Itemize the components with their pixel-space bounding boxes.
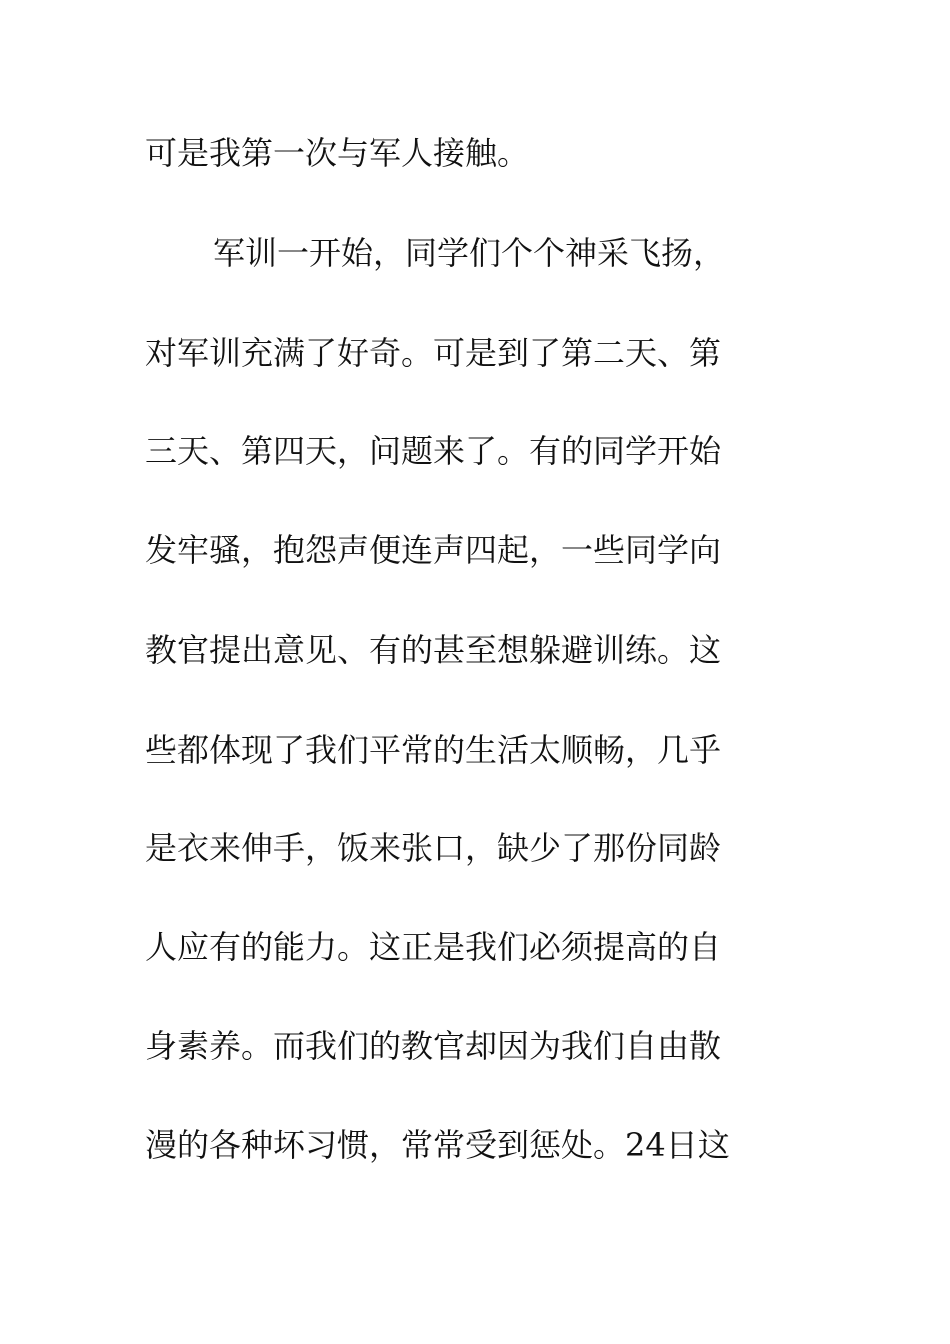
text-line-2: 军训一开始，同学们个个神采飞扬， [213, 234, 726, 272]
text-line-1: 可是我第一次与军人接触。 [145, 134, 530, 172]
text-line-6: 教官提出意见、有的甚至想躲避训练。这 [145, 631, 722, 669]
text-line-8: 是衣来伸手，饭来张口，缺少了那份同龄 [145, 829, 722, 867]
text-line-10: 身素养。而我们的教官却因为我们自由散 [145, 1027, 722, 1065]
text-line-5: 发牢骚，抱怨声便连声四起，一些同学向 [145, 531, 722, 569]
text-line-9: 人应有的能力。这正是我们必须提高的自 [145, 928, 722, 966]
text-line-4: 三天、第四天，问题来了。有的同学开始 [145, 432, 722, 470]
text-line-3: 对军训充满了好奇。可是到了第二天、第 [145, 334, 722, 372]
text-line-7: 些都体现了我们平常的生活太顺畅，几乎 [145, 731, 722, 769]
text-line-11: 漫的各种坏习惯，常常受到惩处。24日这 [145, 1126, 730, 1164]
